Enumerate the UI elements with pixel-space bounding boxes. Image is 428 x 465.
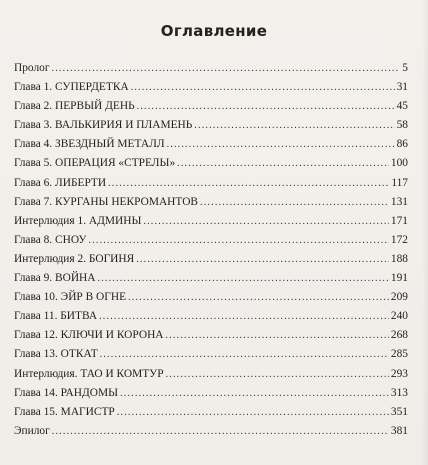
toc-entry-page: 381: [390, 424, 408, 437]
toc-entry-label: Интерлюдия 1. АДМИНЫ: [14, 214, 142, 227]
toc-entry-label: Глава 9. ВОЙНА: [14, 272, 96, 285]
toc-entry-page: 45: [396, 100, 408, 113]
toc-leader-dots: [99, 307, 389, 326]
toc-leader-dots: [98, 269, 389, 288]
toc-entry-epilogue: [14, 422, 408, 441]
toc-entry-interlude-3: [14, 365, 408, 384]
toc-entry-label: Глава 5. ОПЕРАЦИЯ «СТРЕЛЫ»: [14, 157, 176, 170]
toc-entry-chapter-9: [14, 269, 408, 288]
toc-entry-chapter-8: [14, 231, 408, 250]
toc-entry-page: 351: [390, 405, 408, 418]
toc-entry-page: 5: [402, 62, 408, 74]
toc-leader-dots: [200, 193, 389, 212]
toc-entry-chapter-1: [14, 78, 408, 97]
toc-entry-label: Интерлюдия 2. БОГИНЯ: [14, 252, 135, 265]
toc-entry-page: 172: [390, 233, 408, 246]
toc-entry-chapter-6: [14, 174, 408, 193]
toc-entry-chapter-12: [14, 326, 408, 345]
toc-leader-dots: [137, 97, 395, 116]
toc-entry-label: Глава 6. ЛИБЕРТИ: [14, 176, 107, 189]
toc-entry-chapter-10: [14, 288, 408, 307]
toc-entry-page: 313: [390, 386, 408, 399]
toc-entry-page: 31: [396, 81, 408, 94]
toc-entry-page: 171: [390, 214, 408, 227]
toc-entry-page: 209: [390, 291, 408, 304]
toc-entry-page: 188: [390, 252, 408, 265]
toc-entry-page: 117: [391, 176, 408, 189]
toc-leader-dots: [166, 326, 389, 345]
toc-entry-chapter-7: [14, 193, 408, 212]
toc-entry-page: 285: [390, 348, 408, 361]
toc-leader-dots: [108, 174, 389, 193]
toc-leader-dots: [100, 345, 389, 364]
toc-entry-chapter-2: [14, 97, 408, 116]
toc-entry-label: Глава 10. ЭЙР В ОГНЕ: [14, 291, 127, 304]
toc-leader-dots: [167, 135, 395, 154]
toc-leader-dots: [194, 116, 394, 135]
toc-entry-label: Глава 8. СНОУ: [14, 233, 87, 246]
toc-entry-chapter-13: [14, 345, 408, 364]
toc-leader-dots: [120, 384, 389, 403]
toc-entry-chapter-15: [14, 403, 408, 422]
page-edge-shadow: [422, 0, 428, 465]
toc-entry-label: Глава 14. РАНДОМЫ: [14, 386, 119, 399]
toc-leader-dots: [143, 212, 389, 231]
toc-leader-dots: [52, 422, 389, 441]
toc-entry-label: Глава 13. ОТКАТ: [14, 348, 98, 361]
toc-entry-page: 268: [390, 329, 408, 342]
toc-entry-page: 100: [390, 157, 408, 170]
toc-entry-prologue: [14, 59, 408, 78]
toc-leader-dots: [52, 59, 401, 78]
toc-entry-label: Эпилог: [14, 424, 50, 437]
toc-entry-label: Глава 12. КЛЮЧИ И КОРОНА: [14, 329, 164, 342]
toc-entry-label: Глава 1. СУПЕРДЕТКА: [14, 81, 129, 94]
toc-entry-label: Интерлюдия. ТАО И КОМТУР: [14, 367, 164, 380]
toc-entry-page: 240: [390, 310, 408, 323]
toc-leader-dots: [117, 403, 389, 422]
toc-entry-interlude-2: [14, 250, 408, 269]
toc-leader-dots: [131, 78, 395, 97]
toc-leader-dots: [177, 154, 389, 173]
toc-entry-page: 86: [396, 138, 408, 151]
toc-leader-dots: [136, 250, 389, 269]
toc-entry-label: Глава 4. ЗВЕЗДНЫЙ МЕТАЛЛ: [14, 138, 165, 151]
toc-entry-page: 191: [390, 272, 408, 285]
toc-entry-chapter-14: [14, 384, 408, 403]
toc-leader-dots: [88, 231, 388, 250]
toc-entry-label: Глава 15. МАГИСТР: [14, 405, 115, 418]
toc-entry-page: 293: [390, 367, 408, 380]
toc-entry-page: 58: [396, 119, 408, 132]
toc-entry-chapter-3: [14, 116, 408, 135]
toc-entry-label: Глава 11. БИТВА: [14, 310, 98, 323]
toc-leader-dots: [128, 288, 389, 307]
toc-entry-label: Пролог: [14, 62, 50, 74]
page-title: Оглавление: [160, 22, 268, 40]
toc-leader-dots: [166, 365, 389, 384]
toc-entry-interlude-1: [14, 212, 408, 231]
toc-entry-chapter-4: [14, 135, 408, 154]
toc-entry-label: Глава 3. ВАЛЬКИРИЯ И ПЛАМЕНЬ: [14, 119, 193, 132]
toc-entry-page: 131: [390, 195, 408, 208]
toc-entry-label: Глава 7. КУРГАНЫ НЕКРОМАНТОВ: [14, 195, 199, 208]
toc-entry-chapter-5: [14, 154, 408, 173]
toc-entry-chapter-11: [14, 307, 408, 326]
toc-entry-label: Глава 2. ПЕРВЫЙ ДЕНЬ: [14, 100, 135, 113]
table-of-contents: [14, 59, 408, 441]
